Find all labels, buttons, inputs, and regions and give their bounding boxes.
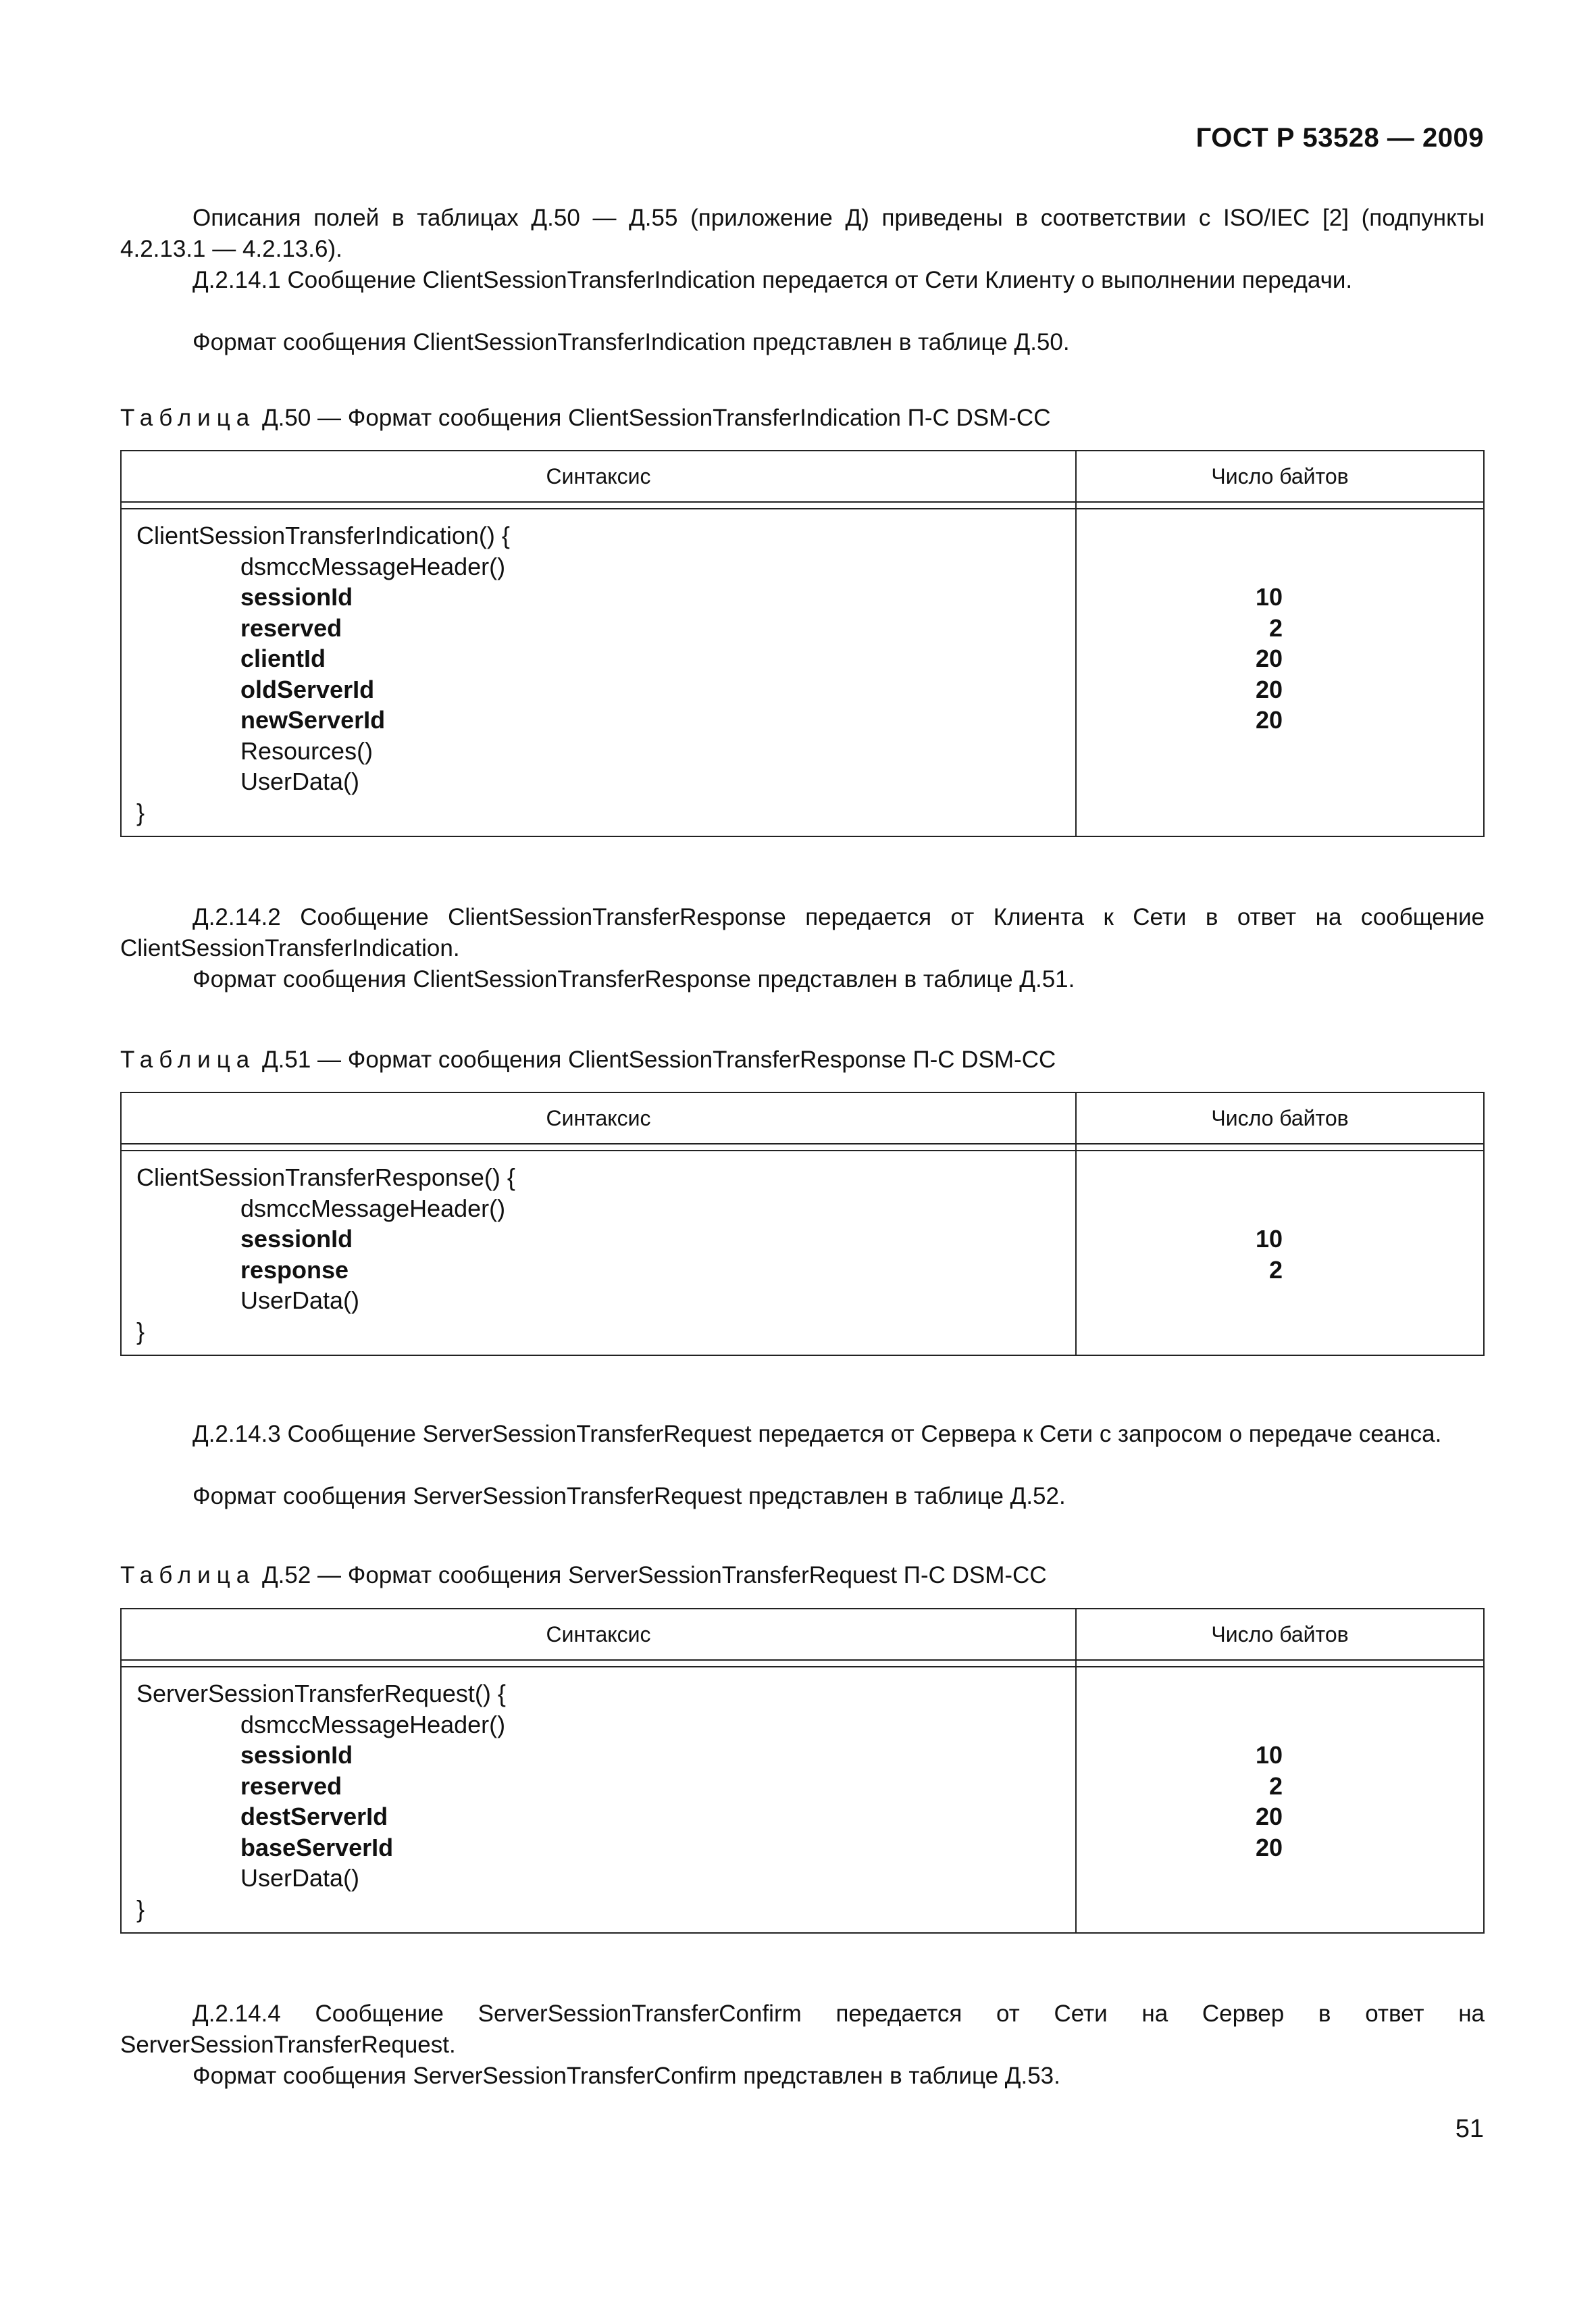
byte-count xyxy=(1077,551,1283,582)
syntax-open-line: ClientSessionTransferIndication() { xyxy=(136,522,510,549)
byte-count: 20 xyxy=(1255,675,1283,703)
syntax-close-line: } xyxy=(136,1894,145,1923)
table-d51-caption xyxy=(120,1045,1056,1076)
col-header-bytes: Число байтов xyxy=(1076,451,1484,502)
table-d50-caption xyxy=(120,403,1050,434)
byte-count xyxy=(1077,1193,1283,1224)
byte-count xyxy=(1077,1863,1283,1894)
byte-count xyxy=(1077,736,1283,767)
bytes-block xyxy=(1077,509,1483,805)
caption-text: Д.52 — Формат сообщения ServerSessionTransferRequest П-С DSM-CC xyxy=(255,1562,1047,1588)
syntax-field: dsmccMessageHeader() xyxy=(240,1710,506,1738)
section-d2142-text: Д.2.14.2 Сообщение ClientSessionTransferResponse передается от Клиента к Сети в ответ на сообщение ClientSessionTransferIndication. xyxy=(120,904,1485,961)
table-d52-caption xyxy=(120,1560,1047,1591)
byte-count: 2 xyxy=(1268,613,1283,642)
section-d2144-text: Д.2.14.4 Сообщение ServerSessionTransferConfirm передается от Сети на Сервер в ответ на ServerSessionTransferRequest. xyxy=(120,2001,1485,2058)
byte-count: 20 xyxy=(1255,706,1283,734)
bytes-block xyxy=(1077,1151,1483,1324)
byte-count: 10 xyxy=(1255,1741,1283,1769)
caption-text: Д.51 — Формат сообщения ClientSessionTransferResponse П-С DSM-CC xyxy=(255,1047,1056,1073)
syntax-field: response xyxy=(240,1255,349,1284)
byte-count: 20 xyxy=(1255,1833,1283,1861)
syntax-open-line: ClientSessionTransferResponse() { xyxy=(136,1163,515,1191)
syntax-field: Resources() xyxy=(240,736,374,765)
byte-count xyxy=(1077,766,1283,797)
syntax-field: UserData() xyxy=(240,768,360,795)
page-number: 51 xyxy=(1455,2115,1484,2143)
syntax-field: reserved xyxy=(240,1771,342,1800)
syntax-field: sessionId xyxy=(240,1741,353,1769)
format-d50-text: Формат сообщения ClientSessionTransferIndication представлен в таблице Д.50. xyxy=(192,329,1070,355)
syntax-field: dsmccMessageHeader() xyxy=(240,1194,506,1222)
byte-count xyxy=(1077,1285,1283,1316)
bytes-empty xyxy=(1077,1162,1283,1193)
byte-count: 10 xyxy=(1255,1225,1283,1253)
syntax-field: clientId xyxy=(240,645,326,672)
table-d51 xyxy=(120,1092,1485,1356)
byte-count: 10 xyxy=(1255,583,1283,611)
bytes-empty xyxy=(1077,1678,1283,1709)
format-d53-text: Формат сообщения ServerSessionTransferConfirm представлен в таблице Д.53. xyxy=(192,2063,1060,2089)
syntax-block xyxy=(122,1667,1075,1932)
format-d51-paragraph xyxy=(120,964,1485,995)
caption-label: Таблица xyxy=(120,405,256,431)
syntax-field: UserData() xyxy=(240,1864,360,1892)
byte-count xyxy=(1077,1709,1283,1740)
syntax-close-line: } xyxy=(136,1317,145,1345)
syntax-field: sessionId xyxy=(240,1225,353,1253)
syntax-block xyxy=(122,509,1075,836)
syntax-field: baseServerId xyxy=(240,1833,394,1861)
format-d51-text: Формат сообщения ClientSessionTransferResponse представлен в таблице Д.51. xyxy=(192,966,1075,992)
syntax-field: UserData() xyxy=(240,1286,360,1314)
col-header-bytes: Число байтов xyxy=(1076,1092,1484,1144)
syntax-field: reserved xyxy=(240,613,342,642)
table-d50 xyxy=(120,450,1485,837)
syntax-field: dsmccMessageHeader() xyxy=(240,552,506,580)
syntax-field: newServerId xyxy=(240,706,386,734)
format-d50-paragraph xyxy=(120,327,1485,358)
caption-label: Таблица xyxy=(120,1047,256,1073)
section-d2143-text: Д.2.14.3 Сообщение ServerSessionTransferRequest передается от Сервера к Сети с запросом о передаче сеанса. xyxy=(192,1421,1442,1447)
byte-count: 20 xyxy=(1255,1803,1283,1830)
syntax-field: destServerId xyxy=(240,1803,388,1830)
col-header-syntax: Синтаксис xyxy=(121,1092,1076,1144)
format-d52-paragraph xyxy=(120,1481,1485,1512)
caption-label: Таблица xyxy=(120,1562,256,1588)
syntax-field: oldServerId xyxy=(240,675,375,703)
caption-text: Д.50 — Формат сообщения ClientSessionTransferIndication П-С DSM-CC xyxy=(255,405,1051,431)
byte-count: 2 xyxy=(1268,1771,1283,1800)
syntax-field: sessionId xyxy=(240,583,353,611)
byte-count: 20 xyxy=(1255,645,1283,672)
format-d52-text: Формат сообщения ServerSessionTransferRequest представлен в таблице Д.52. xyxy=(192,1483,1066,1509)
syntax-close-line: } xyxy=(136,798,145,826)
section-d2144-paragraph xyxy=(120,1998,1485,2061)
col-header-syntax: Синтаксис xyxy=(121,451,1076,502)
col-header-bytes: Число байтов xyxy=(1076,1609,1484,1660)
byte-count: 2 xyxy=(1268,1255,1283,1284)
col-header-syntax: Синтаксис xyxy=(121,1609,1076,1660)
section-d2141-paragraph xyxy=(120,265,1485,296)
intro-text: Описания полей в таблицах Д.50 — Д.55 (приложение Д) приведены в соответствии с ISO/IEC [2] (подпункты 4.2.13.1 — 4.2.13.6). xyxy=(120,205,1485,262)
section-d2142-paragraph xyxy=(120,902,1485,964)
section-d2141-text: Д.2.14.1 Сообщение ClientSessionTransferIndication передается от Сети Клиенту о выполнении передачи. xyxy=(192,267,1353,293)
section-d2143-paragraph xyxy=(120,1419,1485,1450)
syntax-open-line: ServerSessionTransferRequest() { xyxy=(136,1680,506,1707)
document-code: ГОСТ Р 53528 — 2009 xyxy=(1195,123,1484,153)
format-d53-paragraph xyxy=(120,2061,1485,2092)
syntax-block xyxy=(122,1151,1075,1355)
intro-paragraph xyxy=(120,203,1485,265)
table-d52 xyxy=(120,1608,1485,1934)
bytes-block xyxy=(1077,1667,1483,1902)
bytes-empty xyxy=(1077,520,1283,551)
